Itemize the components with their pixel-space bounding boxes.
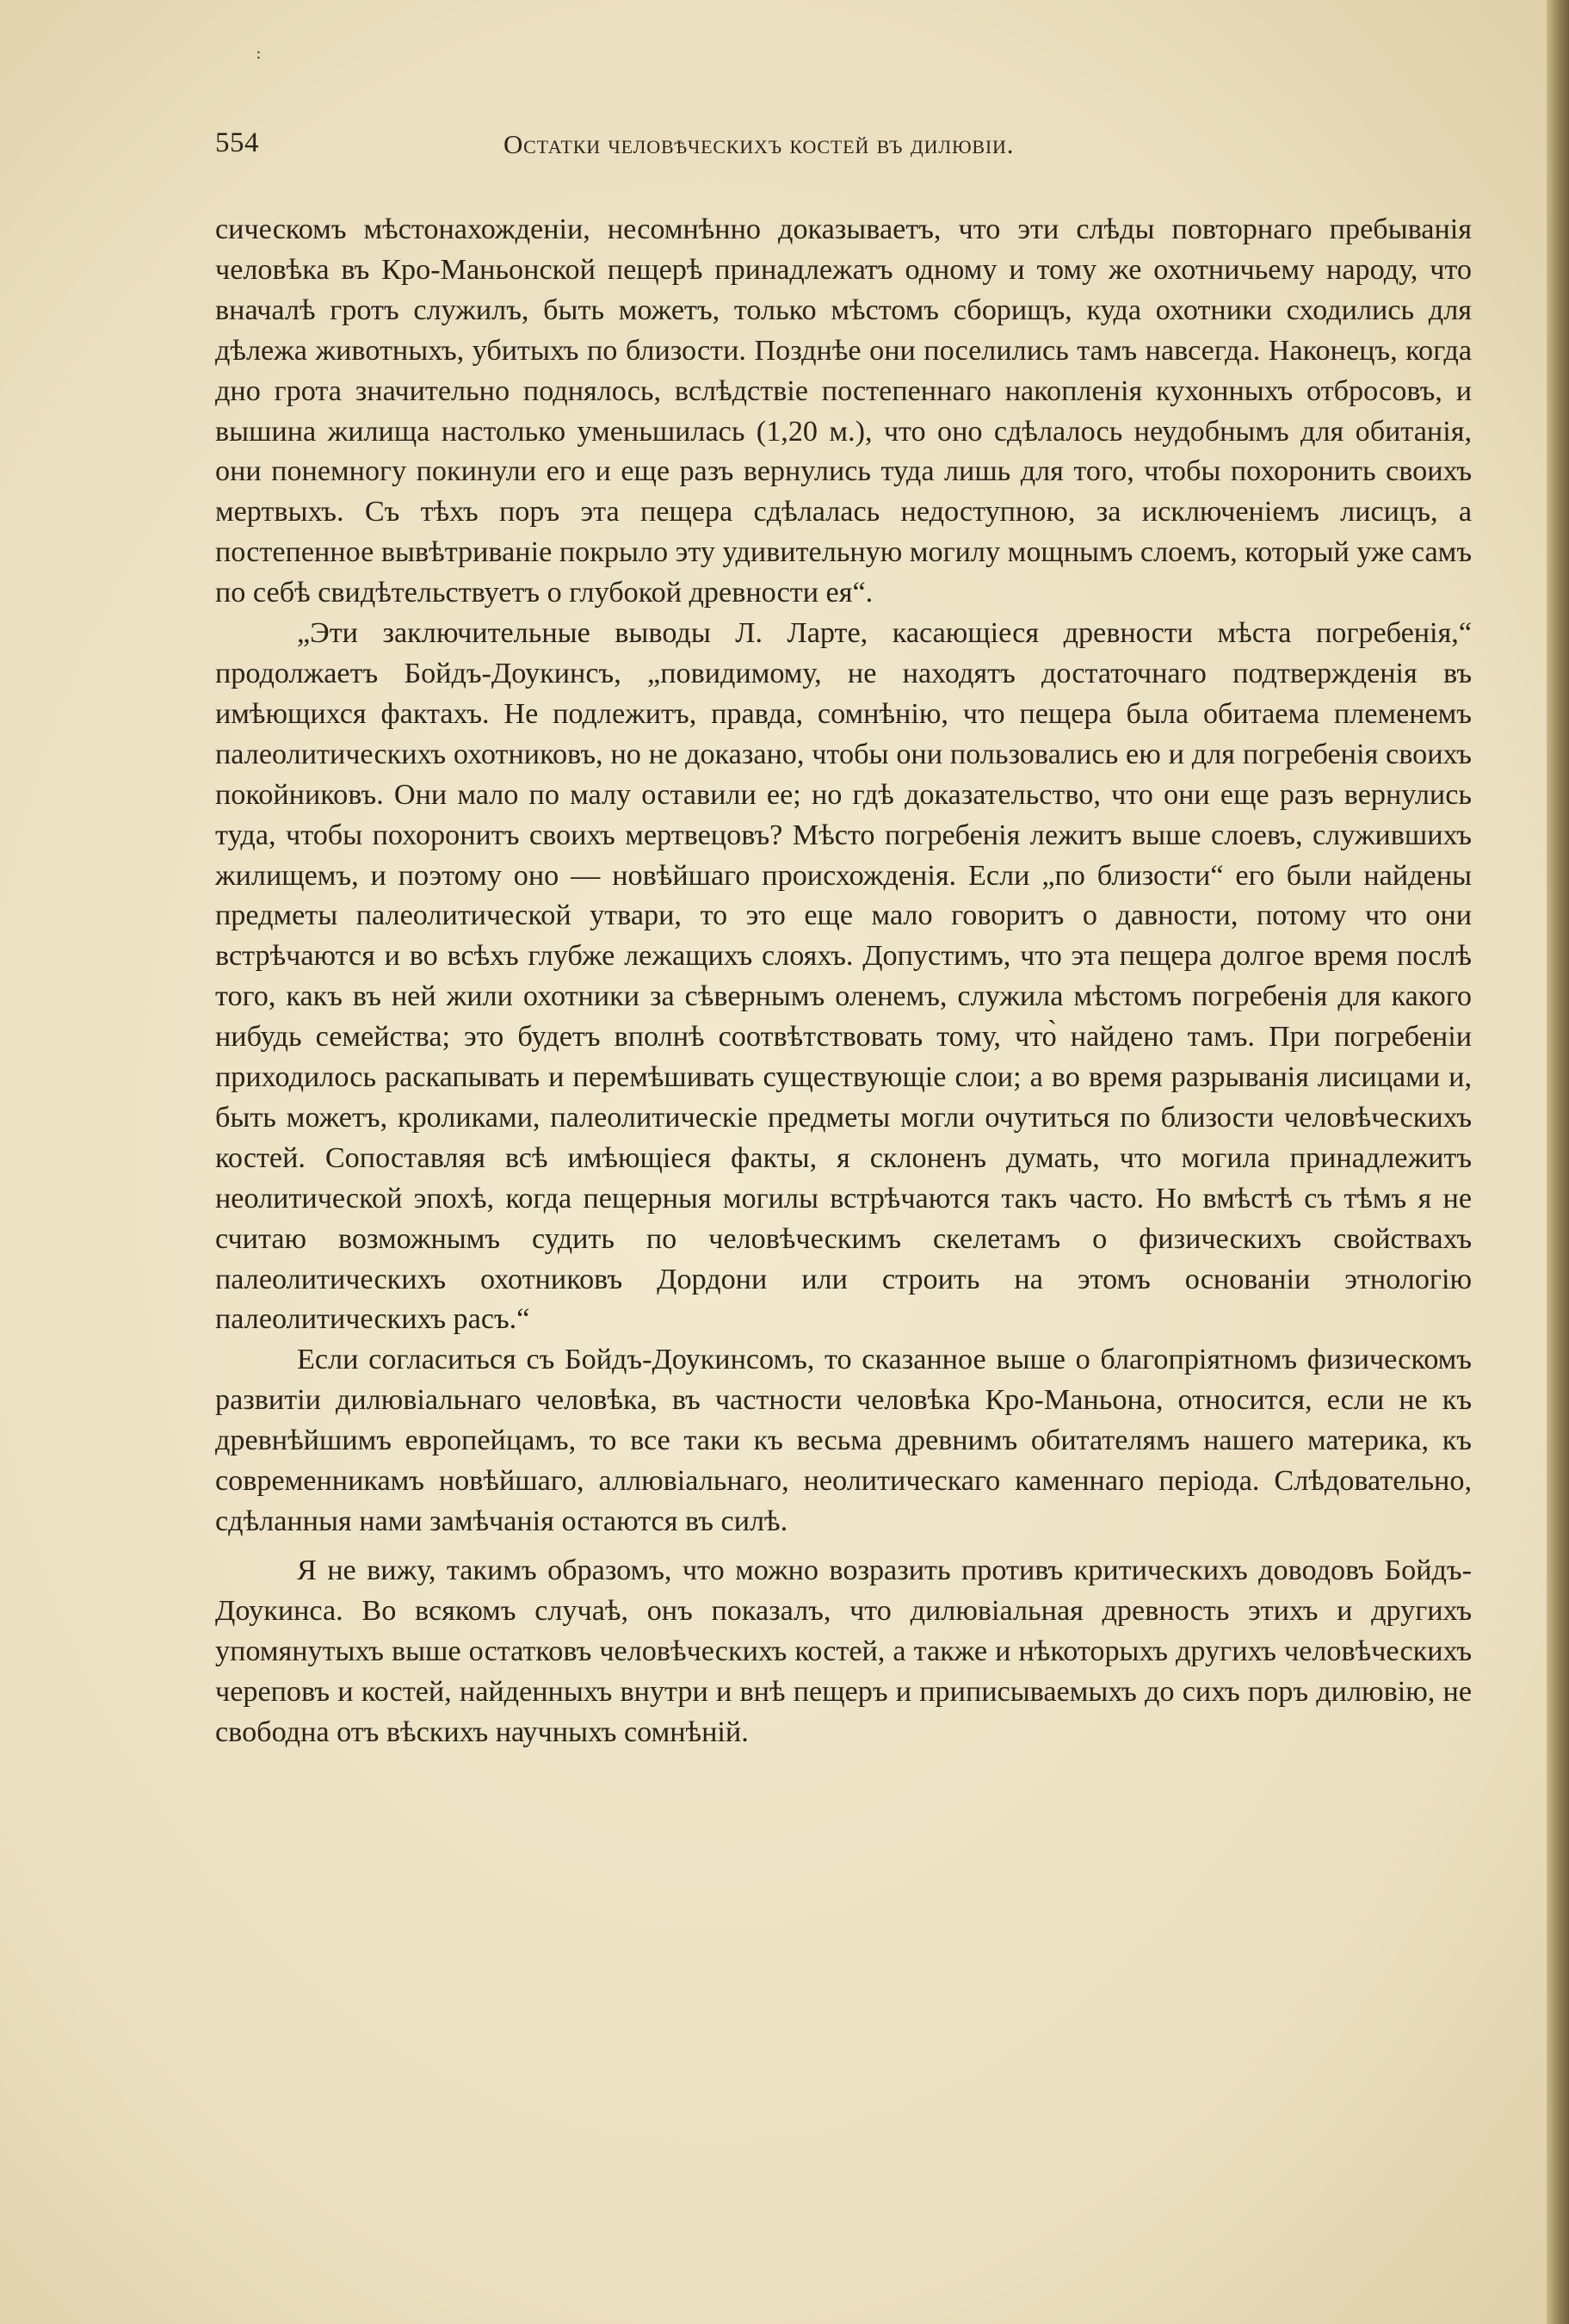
- paragraph-2: „Эти заключительные выводы Л. Ларте, касающіеся древности мѣста погребенія,“ продолжаетъ Бойдъ-Доукинсъ, „повидимому, не находятъ достаточнаго подтвержденія въ имѣющихся фактахъ. Не подлежитъ, правда, сомнѣнію, что пещера была обитаема племенемъ палеолитическихъ охотниковъ, но не доказано, чтобы они пользовались ею и для погребенія своихъ покойниковъ. Они мало по малу оставили ее; но гдѣ доказательство, что они еще разъ вернулись туда, чтобы похоронитъ своихъ мертвецовъ? Мѣсто погребенія лежитъ выше слоевъ, служившихъ жилищемъ, и поэтому оно — новѣйшаго происхожденія. Если „по близости“ его были найдены предметы палеолитической утвари, то это еще мало говоритъ о давности, потому что они встрѣчаются и во всѣхъ глубже лежащихъ слояхъ. Допустимъ, что эта пещера долгое время послѣ того, какъ въ ней жили охотники за сѣвернымъ оленемъ, служила мѣстомъ погребенія для какого нибудь семейства; это будетъ вполнѣ соотвѣтствовать тому, что̀ найдено тамъ. При погребеніи приходилось раскапывать и перемѣшивать существующіе слои; а во время разрыванія лисицами и, быть можетъ, кроликами, палеолитическіе предметы могли очутиться по близости человѣческихъ костей. Сопоставляя всѣ имѣющіеся факты, я склоненъ думать, что могила принадлежитъ неолитической эпохѣ, когда пещерныя могилы встрѣчаются такъ часто. Но вмѣстѣ съ тѣмъ я не считаю возможнымъ судить по человѣческимъ скелетамъ о физическихъ свойствахъ палеолитическихъ охотниковъ Дордони или строить на этомъ основаніи этнологію палеолитическихъ расъ.“: [215, 617, 1472, 1336]
- body-text: [215, 210, 1472, 1752]
- paragraph-4: Я не вижу, такимъ образомъ, что можно возразить противъ критическихъ доводовъ Бойдъ-Доукинса. Во всякомъ случаѣ, онъ показалъ, что дилювіальная древность этихъ и другихъ упомянутыхъ выше остатковъ человѣческихъ костей, а также и нѣкоторыхъ другихъ человѣческихъ череповъ и костей, найденныхъ внутри и внѣ пещеръ и приписываемыхъ до сихъ поръ дилювію, не свободна отъ вѣскихъ научныхъ сомнѣній.: [215, 1554, 1472, 1748]
- paragraph-3: Если согласиться съ Бойдъ-Доукинсомъ, то сказанное выше о благопріятномъ физическомъ развитіи дилювіальнаго человѣка, въ частности человѣка Кро-Маньона, относится, если не къ древнѣйшимъ европейцамъ, то все таки къ весьма древнимъ обитателямъ нашего материка, къ современникамъ новѣйшаго, аллювіальнаго, неолитическаго каменнаго періода. Слѣдовательно, сдѣланныя нами замѣчанія остаются въ силѣ.: [215, 1344, 1472, 1537]
- running-title: Остатки человѣческихъ костей въ дилювіи.: [503, 129, 1015, 159]
- page-header: [215, 127, 1472, 170]
- ink-speck: :: [256, 42, 262, 63]
- paragraph-1: сическомъ мѣстонахожденіи, несомнѣнно доказываетъ, что эти слѣды повторнаго пребыванія человѣка въ Кро-Маньонской пещерѣ принадлежатъ одному и тому же охотничьему народу, что вначалѣ гротъ служилъ, быть можетъ, только мѣстомъ сборищъ, куда охотники сходились для дѣлежа животныхъ, убитыхъ по близости. Позднѣе они поселились тамъ навсегда. Наконецъ, когда дно грота значительно поднялось, вслѣдствіе постепеннаго накопленія кухонныхъ отбросовъ, и вышина жилища настолько уменьшилась (1,20 м.), что оно сдѣлалось неудобнымъ для обитанія, они понемногу покинули его и еще разъ вернулись туда лишь для того, чтобы похоронить своихъ мертвыхъ. Съ тѣхъ поръ эта пещера сдѣлалась недоступною, за исключеніемъ лисицъ, а постепенное вывѣтриваніе покрыло эту удивительную могилу мощнымъ слоемъ, который уже самъ по себѣ свидѣтельствуетъ о глубокой древности ея“.: [215, 213, 1472, 609]
- page-edge-shadow: [1547, 0, 1569, 2324]
- page-number: 554: [215, 127, 259, 158]
